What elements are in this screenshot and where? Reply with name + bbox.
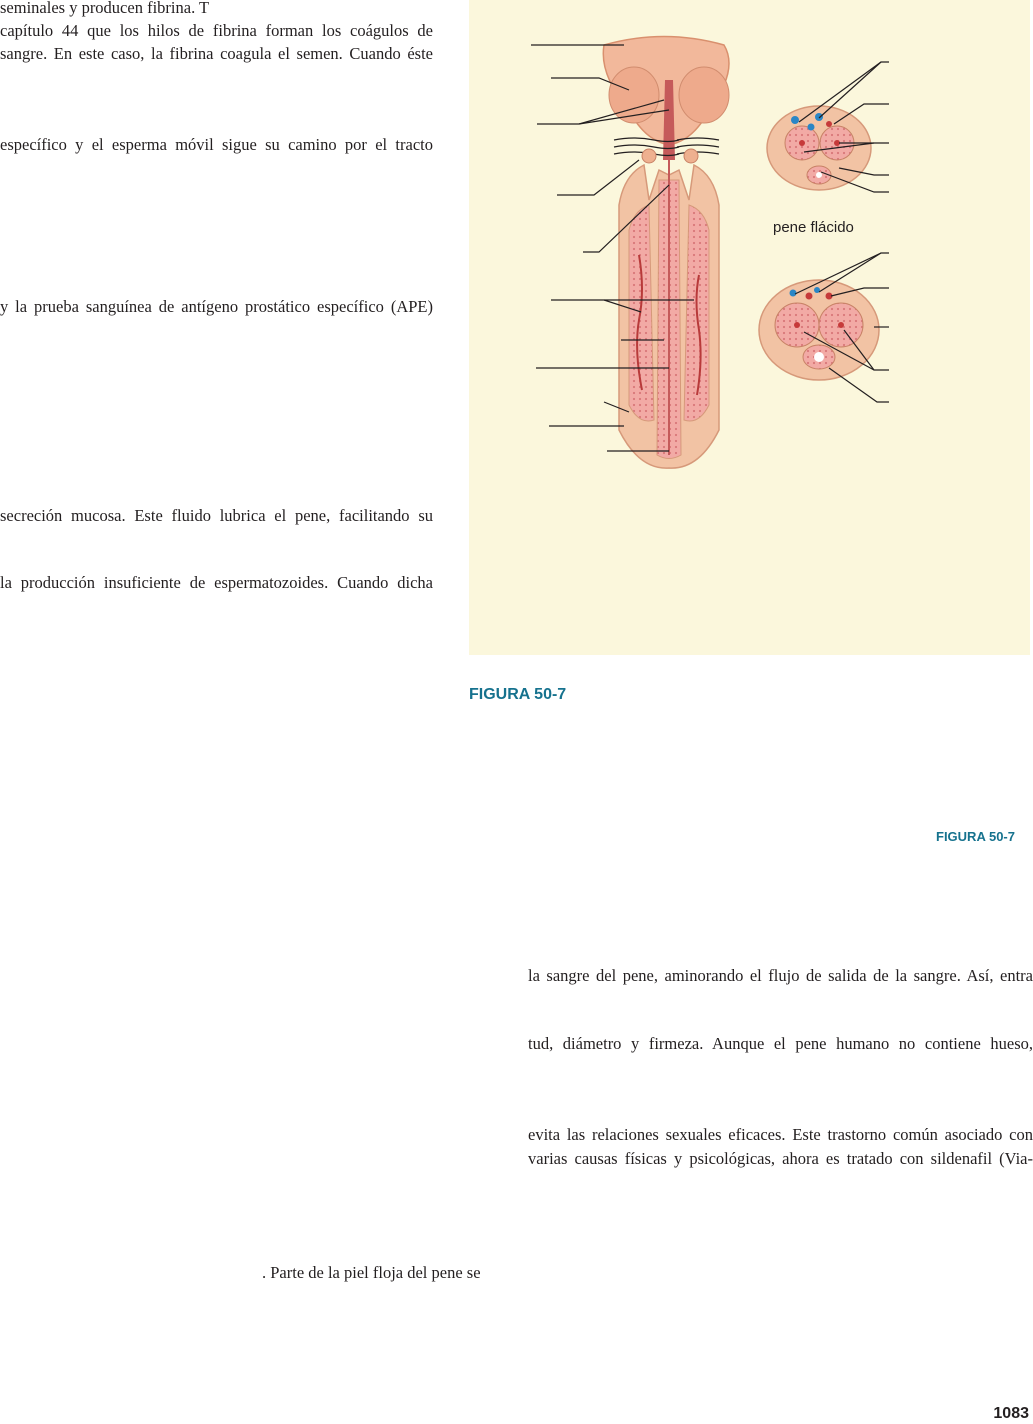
gland-right [684,149,698,163]
left-text-line-1: seminales y producen fibrina. T [0,0,210,17]
left-text-line-5: y la prueba sanguínea de antígeno prostático específico (APE) [0,297,433,316]
page-number: 1083 [993,1405,1029,1422]
left-text-line-6: secreción mucosa. Este fluido lubrica el pene, facilitando su [0,506,433,525]
cross-section-flaccid [767,106,871,190]
cross-section-label: pene flácido [773,219,854,236]
figure-caption-label: FIGURA 50-7 [469,686,567,703]
right-text-line-4: varias causas físicas y psicológicas, ahora es tratado con sildenafil (Via- [528,1149,1033,1168]
left-text-line-7: la producción insuficiente de espermatozoides. Cuando dicha [0,573,433,592]
central-urethra [668,160,670,455]
left-text-line-3: sangre. En este caso, la fibrina coagula el semen. Cuando éste [0,44,433,63]
anatomy-illustration [469,0,1030,655]
left-text-line-4: específico y el esperma móvil sigue su camino por el tracto [0,135,433,154]
right-text-line-2: tud, diámetro y firmeza. Aunque el pene humano no contiene hueso, [528,1034,1033,1053]
cross-section-erect [759,280,879,380]
gland-left [642,149,656,163]
left-text-line-2: capítulo 44 que los hilos de fibrina forman los coágulos de [0,21,433,40]
right-text-line-1: la sangre del pene, aminorando el flujo de salida de la sangre. Así, entra [528,966,1033,985]
right-text-line-3: evita las relaciones sexuales eficaces. Este trastorno común asociado con [528,1125,1033,1144]
figure-reference-label: FIGURA 50-7 [936,829,1015,844]
seminal-vesicle-left [609,67,659,123]
left-text-line-8: . Parte de la piel floja del pene se [262,1263,481,1282]
seminal-vesicle-right [679,67,729,123]
